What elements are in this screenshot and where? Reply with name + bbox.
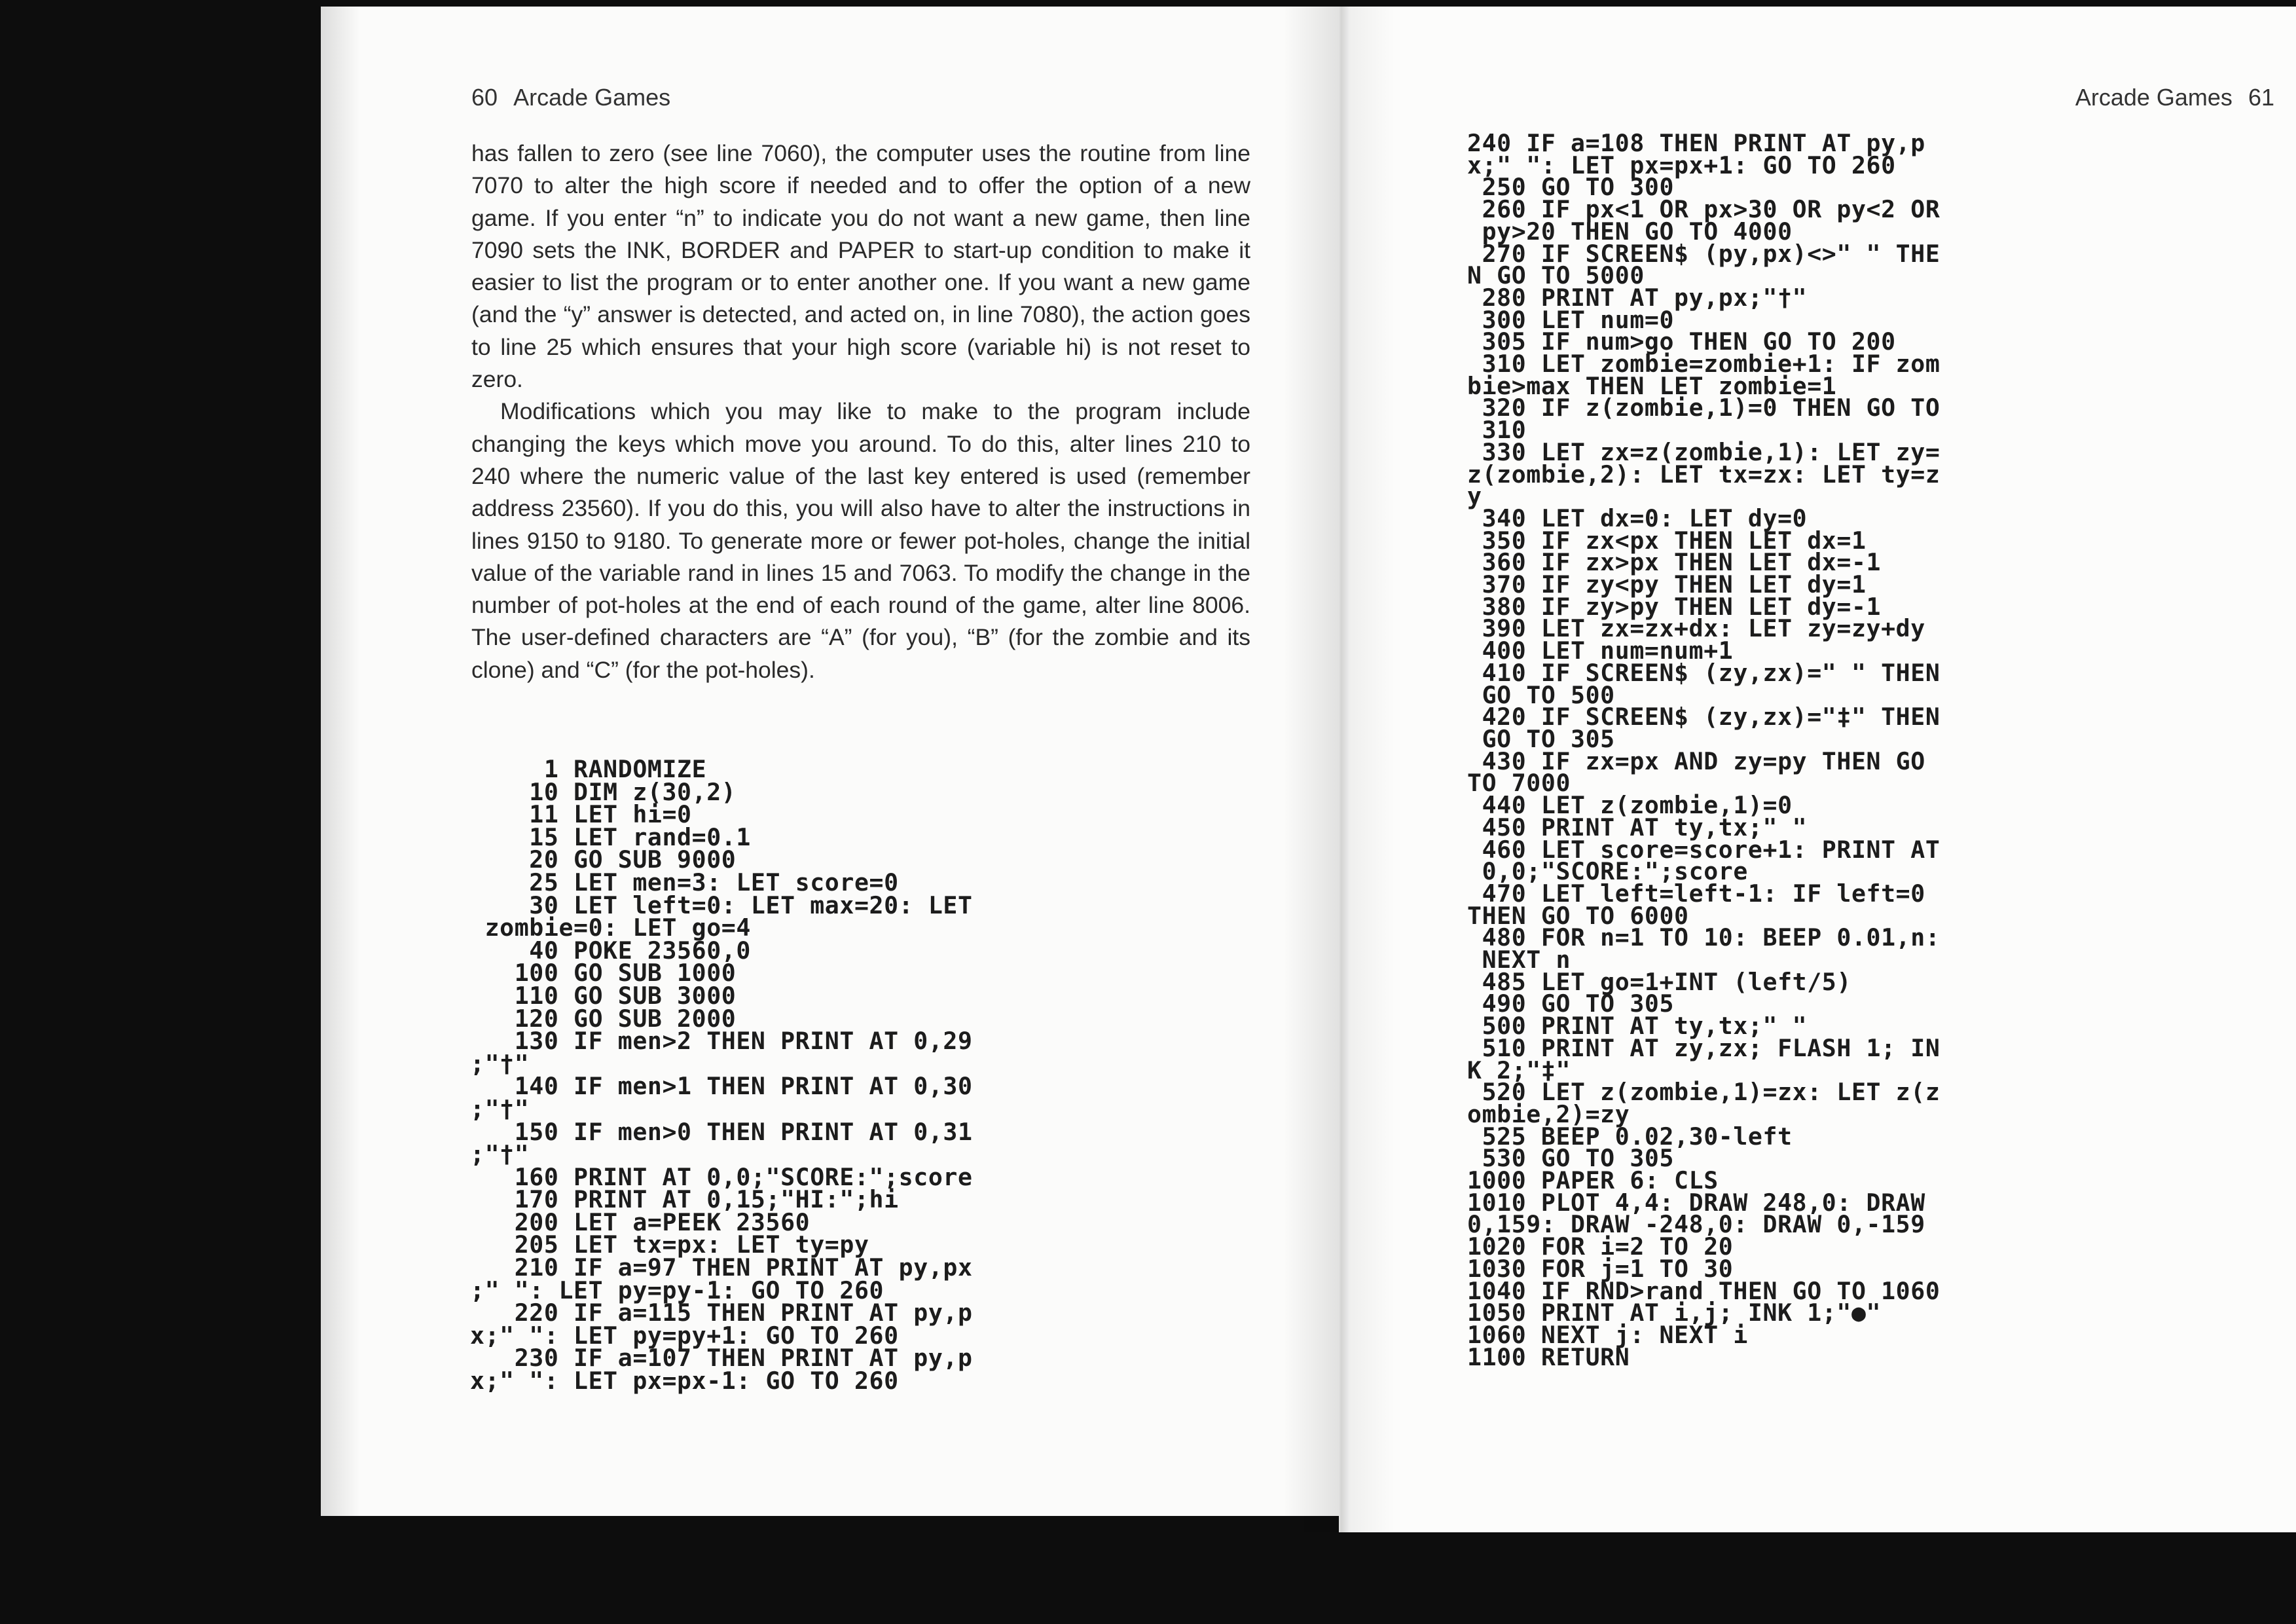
paragraph-1: has fallen to zero (see line 7060), the computer uses the routine from line 7070 to alter the high score if needed and to offer the option of a new game. If you enter “n” to indicate you do not want a new game, then line 7090 sets the INK, BORDER and PAPER to start-up condition to make it easier to list the program or to enter another one. If you want a new game (and the “y” answer is detected, and acted on, in line 7080), the action goes to line 25 which ensures that your high score (variable hi) is not reset to zero. <box>471 140 1250 393</box>
right-running-head: Arcade Games <box>2075 84 2232 111</box>
body-text <box>471 138 1250 686</box>
left-running-head: Arcade Games <box>513 84 671 111</box>
program-listing-left: 1 RANDOMIZE 10 DIM z(30,2) 11 LET hi=0 15 LET rand=0.1 20 GO SUB 9000 25 LET men=3: LET score=0 30 LET left=0: LET max=20: LET zombie=0: LET go=4 40 POKE 23560,0 100 GO SUB 1000 110 GO SUB 3000 120 GO SUB 2000 130 IF men>2 THEN PRINT AT 0,29 ;"†" 140 IF men>1 THEN PRINT AT 0,30 ;"†" 150 IF men>0 THEN PRINT AT 0,31 ;"†" 160 PRINT AT 0,0;"SCORE:";score 170 PRINT AT 0,15;"HI:";hi 200 LET a=PEEK 23560 205 LET tx=px: LET ty=py 210 IF a=97 THEN PRINT AT py,px ;" ": LET py=py-1: GO TO 260 220 IF a=115 THEN PRINT AT py,p x;" ": LET py=py+1: GO TO 260 230 IF a=107 THEN PRINT AT py,p x;" ": LET px=px-1: GO TO 260 <box>470 755 973 1395</box>
left-page-number: 60 <box>471 84 498 111</box>
right-running-header <box>2066 84 2274 111</box>
paragraph-2: Modifications which you may like to make to the program include changing the keys which move you around. To do this, alter lines 210 to 240 where the numeric value of the last key entered is used (remember address 23560). If you do this, you will also have to alter the instructions in lines 9150 to 9180. To generate more or fewer pot-holes, change the initial value of the variable rand in lines 15 and 7063. To modify the change in the number of pot-holes at the end of each round of the game, alter line 8006. The user-defined characters are “A” (for you), “B” (for the zombie and its clone) and “C” (for the pot-holes). <box>471 398 1250 683</box>
right-page <box>1339 7 2296 1532</box>
right-page-number: 61 <box>2248 84 2274 111</box>
left-page <box>321 7 1339 1516</box>
program-listing-right: 240 IF a=108 THEN PRINT AT py,p x;" ": LET px=px+1: GO TO 260 250 GO TO 300 260 IF px<1 OR px>30 OR py<2 OR py>20 THEN GO TO 4000 270 IF SCREEN$ (py,px)<>" " THE N GO TO 5000 280 PRINT AT py,px;"†" 300 LET num=0 305 IF num>go THEN GO TO 200 310 LET zombie=zombie+1: IF zom bie>max THEN LET zombie=1 320 IF z(zombie,1)=0 THEN GO TO 310 330 LET zx=z(zombie,1): LET zy= z(zombie,2): LET tx=zx: LET ty=z y 340 LET dx=0: LET dy=0 350 IF zx<px THEN LET dx=1 360 IF zx>px THEN LET dx=-1 370 IF zy<py THEN LET dy=1 380 IF zy>py THEN LET dy=-1 390 LET zx=zx+dx: LET zy=zy+dy 400 LET num=num+1 410 IF SCREEN$ (zy,zx)=" " THEN GO TO 500 420 IF SCREEN$ (zy,zx)="‡" THEN GO TO 305 430 IF zx=px AND zy=py THEN GO TO 7000 440 LET z(zombie,1)=0 450 PRINT AT ty,tx;" " 460 LET score=score+1: PRINT AT 0,0;"SCORE:";score 470 LET left=left-1: IF left=0 THEN GO TO 6000 480 FOR n=1 TO 10: BEEP 0.01,n: NEXT n 485 LET go=1+INT (left/5) 490 GO TO 305 500 PRINT AT ty,tx;" " 510 PRINT AT zy,zx; FLASH 1; IN K 2;"‡" 520 LET z(zombie,1)=zx: LET z(z ombie,2)=zy 525 BEEP 0.02,30-left 530 GO TO 305 1000 PAPER 6: CLS 1010 PLOT 4,4: DRAW 248,0: DRAW 0,159: DRAW -248,0: DRAW 0,-159 1020 FOR i=2 TO 20 1030 FOR j=1 TO 30 1040 IF RND>rand THEN GO TO 1060 1050 PRINT AT i,j; INK 1;"●" 1060 NEXT j: NEXT i 1100 RETURN <box>1467 129 1941 1371</box>
left-running-header <box>471 84 680 111</box>
